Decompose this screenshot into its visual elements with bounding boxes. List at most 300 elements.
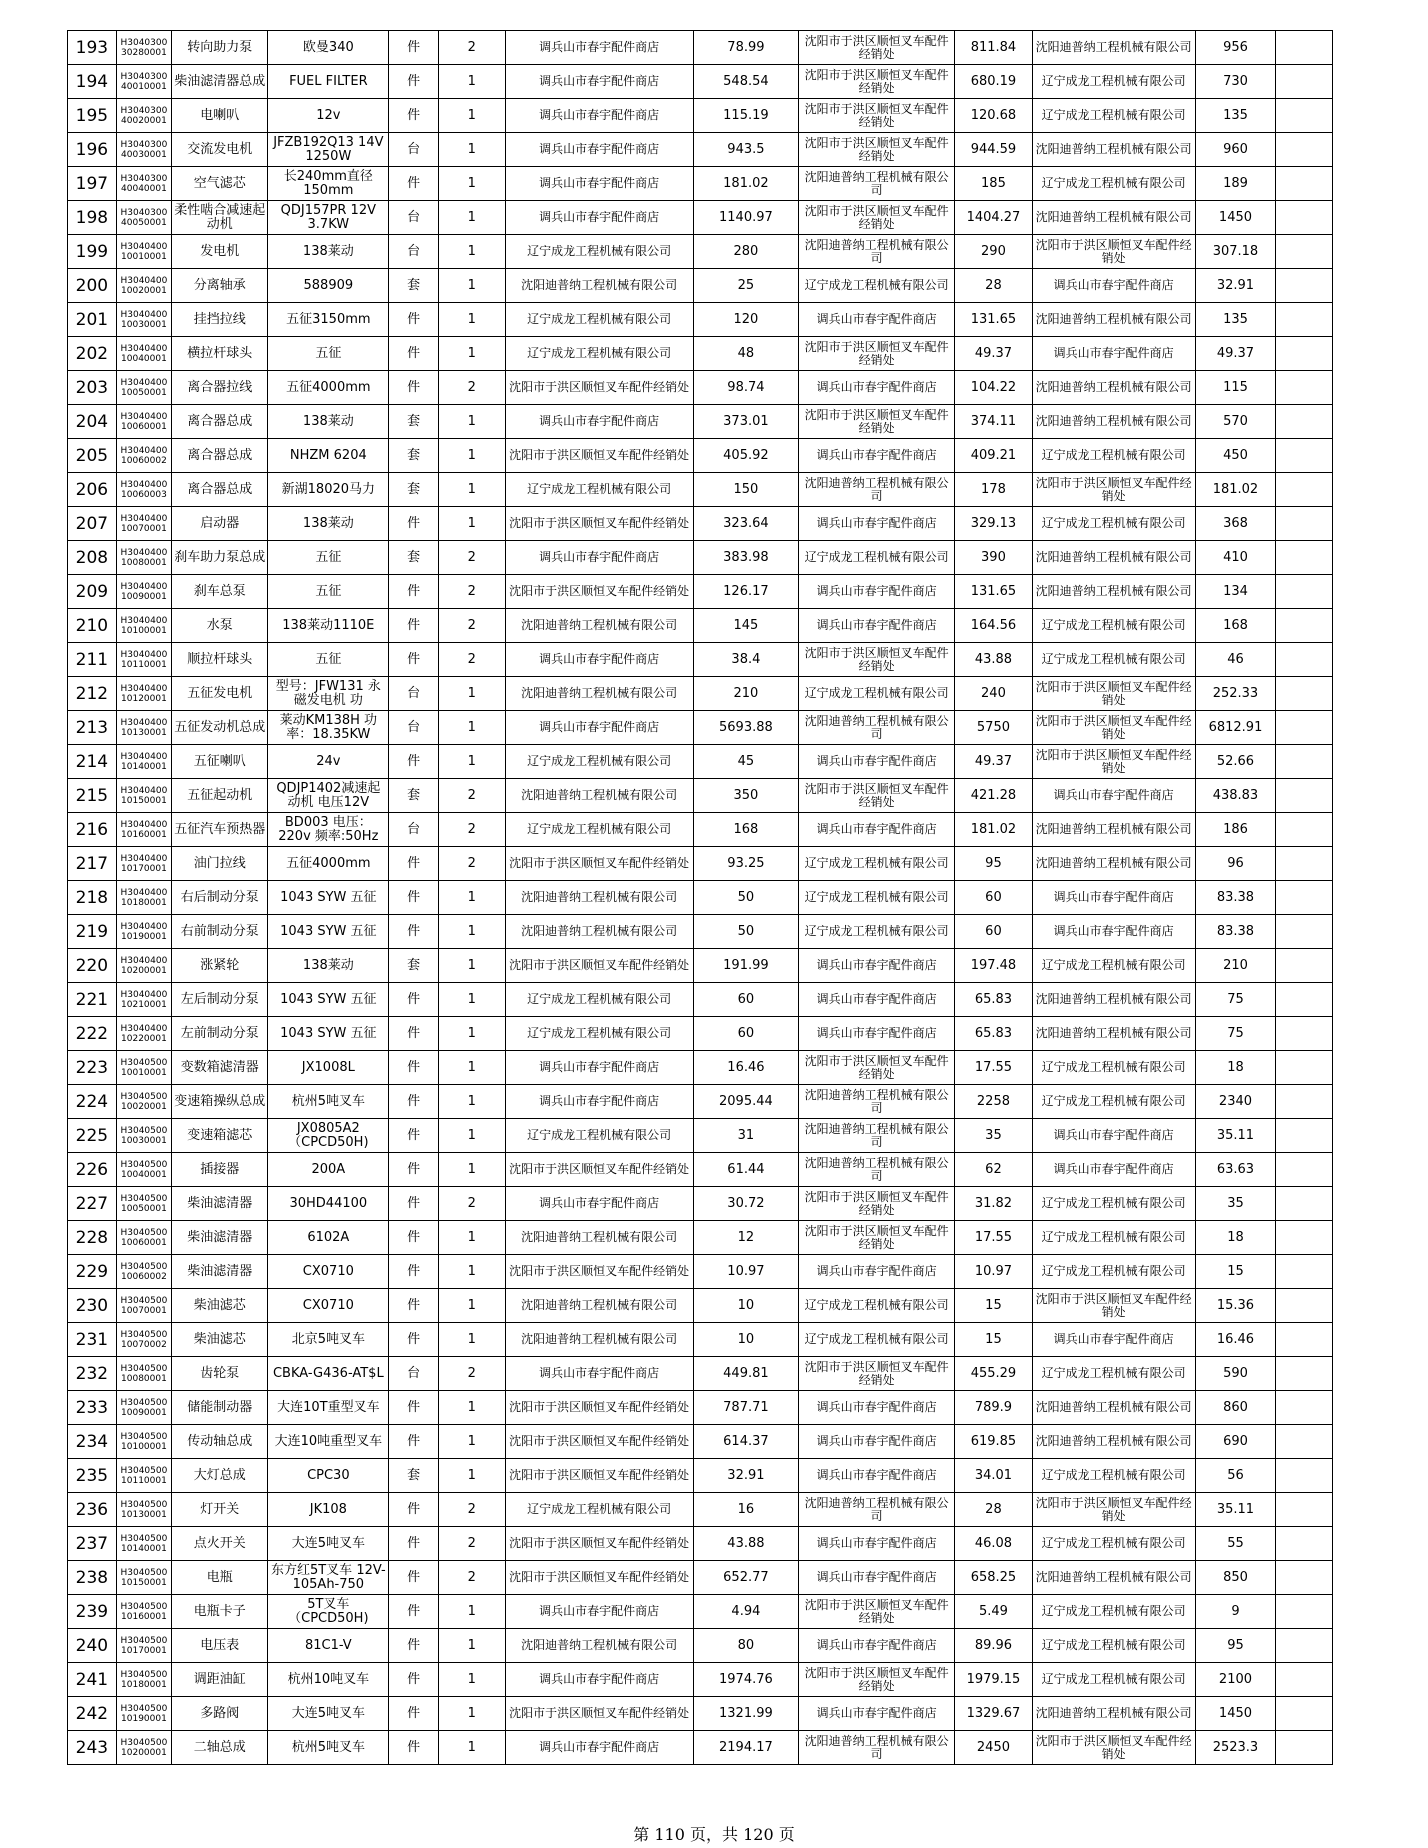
unit-cell: 件 [389, 983, 439, 1017]
supplier-1-price-cell: 93.25 [693, 847, 798, 881]
row-number-cell: 215 [68, 779, 117, 813]
part-name-cell: 五征喇叭 [172, 745, 268, 779]
supplier-3-price-cell: 860 [1195, 1391, 1276, 1425]
material-code-cell: H3040400 10050001 [116, 371, 171, 405]
material-code-cell: H3040300 40020001 [116, 99, 171, 133]
table-row [68, 473, 1333, 507]
material-code-cell: H3040400 10200001 [116, 949, 171, 983]
supplier-1-price-cell: 4.94 [693, 1595, 798, 1629]
unit-cell: 件 [389, 31, 439, 65]
supplier-2-price-cell: 197.48 [955, 949, 1033, 983]
supplier-1-price-cell: 38.4 [693, 643, 798, 677]
row-number-cell: 233 [68, 1391, 117, 1425]
supplier-2-price-cell: 17.55 [955, 1051, 1033, 1085]
supplier-1-name-cell: 辽宁成龙工程机械有限公司 [505, 983, 693, 1017]
supplier-3-name-cell: 调兵山市春宇配件商店 [1032, 1323, 1195, 1357]
quantity-cell: 1 [439, 1697, 505, 1731]
remark-cell [1276, 1561, 1333, 1595]
supplier-2-name-cell: 沈阳市于洪区顺恒叉车配件经销处 [799, 779, 955, 813]
supplier-3-name-cell: 沈阳迪普纳工程机械有限公司 [1032, 575, 1195, 609]
part-name-cell: 离合器总成 [172, 439, 268, 473]
supplier-3-name-cell: 调兵山市春宇配件商店 [1032, 1119, 1195, 1153]
supplier-1-name-cell: 沈阳市于洪区顺恒叉车配件经销处 [505, 1425, 693, 1459]
row-number-cell: 221 [68, 983, 117, 1017]
table-row [68, 1527, 1333, 1561]
supplier-1-name-cell: 沈阳市于洪区顺恒叉车配件经销处 [505, 1561, 693, 1595]
supplier-1-price-cell: 2194.17 [693, 1731, 798, 1765]
supplier-3-name-cell: 沈阳迪普纳工程机械有限公司 [1032, 371, 1195, 405]
part-name-cell: 五征汽车预热器 [172, 813, 268, 847]
supplier-2-price-cell: 43.88 [955, 643, 1033, 677]
table-row [68, 1459, 1333, 1493]
part-name-cell: 分离轴承 [172, 269, 268, 303]
part-spec-cell: 五征 [268, 575, 389, 609]
supplier-1-name-cell: 沈阳迪普纳工程机械有限公司 [505, 1323, 693, 1357]
remark-cell [1276, 1663, 1333, 1697]
quantity-cell: 1 [439, 303, 505, 337]
part-name-cell: 柴油滤芯 [172, 1289, 268, 1323]
supplier-3-price-cell: 960 [1195, 133, 1276, 167]
quantity-cell: 1 [439, 949, 505, 983]
supplier-2-price-cell: 65.83 [955, 983, 1033, 1017]
supplier-3-price-cell: 83.38 [1195, 915, 1276, 949]
unit-cell: 件 [389, 915, 439, 949]
part-name-cell: 大灯总成 [172, 1459, 268, 1493]
supplier-2-price-cell: 62 [955, 1153, 1033, 1187]
table-row [68, 1289, 1333, 1323]
part-spec-cell: FUEL FILTER [268, 65, 389, 99]
table-row [68, 575, 1333, 609]
supplier-2-price-cell: 28 [955, 269, 1033, 303]
unit-cell: 件 [389, 1289, 439, 1323]
supplier-3-price-cell: 9 [1195, 1595, 1276, 1629]
supplier-1-price-cell: 12 [693, 1221, 798, 1255]
remark-cell [1276, 1595, 1333, 1629]
supplier-2-name-cell: 沈阳市于洪区顺恒叉车配件经销处 [799, 1357, 955, 1391]
material-code-cell: H3040500 10070002 [116, 1323, 171, 1357]
supplier-1-name-cell: 沈阳迪普纳工程机械有限公司 [505, 1289, 693, 1323]
material-code-cell: H3040400 10090001 [116, 575, 171, 609]
supplier-3-name-cell: 调兵山市春宇配件商店 [1032, 1153, 1195, 1187]
unit-cell: 件 [389, 847, 439, 881]
part-name-cell: 离合器总成 [172, 473, 268, 507]
quantity-cell: 1 [439, 915, 505, 949]
material-code-cell: H3040400 10190001 [116, 915, 171, 949]
supplier-3-price-cell: 56 [1195, 1459, 1276, 1493]
supplier-3-price-cell: 95 [1195, 1629, 1276, 1663]
supplier-1-price-cell: 60 [693, 983, 798, 1017]
remark-cell [1276, 1051, 1333, 1085]
unit-cell: 件 [389, 575, 439, 609]
unit-cell: 台 [389, 813, 439, 847]
remark-cell [1276, 1697, 1333, 1731]
supplier-3-price-cell: 55 [1195, 1527, 1276, 1561]
quantity-cell: 1 [439, 1051, 505, 1085]
supplier-2-name-cell: 沈阳市于洪区顺恒叉车配件经销处 [799, 643, 955, 677]
part-name-cell: 柴油滤清器 [172, 1255, 268, 1289]
supplier-2-price-cell: 10.97 [955, 1255, 1033, 1289]
row-number-cell: 196 [68, 133, 117, 167]
supplier-3-name-cell: 辽宁成龙工程机械有限公司 [1032, 1187, 1195, 1221]
supplier-2-name-cell: 沈阳迪普纳工程机械有限公司 [799, 235, 955, 269]
supplier-1-price-cell: 98.74 [693, 371, 798, 405]
table-row [68, 167, 1333, 201]
supplier-1-price-cell: 10 [693, 1289, 798, 1323]
row-number-cell: 194 [68, 65, 117, 99]
quantity-cell: 1 [439, 1663, 505, 1697]
supplier-3-name-cell: 辽宁成龙工程机械有限公司 [1032, 1221, 1195, 1255]
row-number-cell: 229 [68, 1255, 117, 1289]
part-spec-cell: 30HD44100 [268, 1187, 389, 1221]
row-number-cell: 243 [68, 1731, 117, 1765]
supplier-2-price-cell: 658.25 [955, 1561, 1033, 1595]
supplier-1-name-cell: 辽宁成龙工程机械有限公司 [505, 473, 693, 507]
remark-cell [1276, 949, 1333, 983]
part-spec-cell: 200A [268, 1153, 389, 1187]
supplier-1-price-cell: 60 [693, 1017, 798, 1051]
supplier-3-price-cell: 96 [1195, 847, 1276, 881]
part-spec-cell: JX1008L [268, 1051, 389, 1085]
row-number-cell: 209 [68, 575, 117, 609]
supplier-1-price-cell: 1321.99 [693, 1697, 798, 1731]
supplier-3-name-cell: 沈阳迪普纳工程机械有限公司 [1032, 983, 1195, 1017]
supplier-2-name-cell: 辽宁成龙工程机械有限公司 [799, 1323, 955, 1357]
unit-cell: 套 [389, 439, 439, 473]
table-row [68, 1731, 1333, 1765]
part-spec-cell: 杭州5吨叉车 [268, 1085, 389, 1119]
table-row [68, 847, 1333, 881]
table-row [68, 99, 1333, 133]
quantity-cell: 1 [439, 1085, 505, 1119]
table-row [68, 371, 1333, 405]
table-row [68, 1153, 1333, 1187]
remark-cell [1276, 337, 1333, 371]
quantity-cell: 1 [439, 1323, 505, 1357]
supplier-1-name-cell: 沈阳迪普纳工程机械有限公司 [505, 881, 693, 915]
remark-cell [1276, 1119, 1333, 1153]
row-number-cell: 213 [68, 711, 117, 745]
supplier-2-name-cell: 调兵山市春宇配件商店 [799, 1561, 955, 1595]
material-code-cell: H3040500 10160001 [116, 1595, 171, 1629]
supplier-3-price-cell: 18 [1195, 1051, 1276, 1085]
unit-cell: 件 [389, 1323, 439, 1357]
remark-cell [1276, 677, 1333, 711]
material-code-cell: H3040500 10060001 [116, 1221, 171, 1255]
supplier-1-name-cell: 调兵山市春宇配件商店 [505, 1085, 693, 1119]
supplier-2-name-cell: 调兵山市春宇配件商店 [799, 303, 955, 337]
table-row [68, 1221, 1333, 1255]
part-name-cell: 柔性啮合减速起动机 [172, 201, 268, 235]
supplier-3-name-cell: 调兵山市春宇配件商店 [1032, 779, 1195, 813]
supplier-3-name-cell: 沈阳市于洪区顺恒叉车配件经销处 [1032, 711, 1195, 745]
supplier-2-name-cell: 沈阳市于洪区顺恒叉车配件经销处 [799, 31, 955, 65]
material-code-cell: H3040500 10060002 [116, 1255, 171, 1289]
supplier-1-name-cell: 沈阳迪普纳工程机械有限公司 [505, 269, 693, 303]
supplier-3-price-cell: 590 [1195, 1357, 1276, 1391]
quantity-cell: 1 [439, 405, 505, 439]
quantity-cell: 1 [439, 167, 505, 201]
material-code-cell: H3040500 10050001 [116, 1187, 171, 1221]
part-spec-cell: CX0710 [268, 1255, 389, 1289]
part-spec-cell: 大连10T重型叉车 [268, 1391, 389, 1425]
supplier-2-price-cell: 46.08 [955, 1527, 1033, 1561]
unit-cell: 件 [389, 371, 439, 405]
row-number-cell: 223 [68, 1051, 117, 1085]
supplier-2-name-cell: 沈阳市于洪区顺恒叉车配件经销处 [799, 405, 955, 439]
quantity-cell: 1 [439, 1629, 505, 1663]
row-number-cell: 240 [68, 1629, 117, 1663]
part-name-cell: 灯开关 [172, 1493, 268, 1527]
remark-cell [1276, 201, 1333, 235]
part-spec-cell: 五征3150mm [268, 303, 389, 337]
supplier-1-name-cell: 沈阳市于洪区顺恒叉车配件经销处 [505, 949, 693, 983]
unit-cell: 套 [389, 269, 439, 303]
material-code-cell: H3040500 10080001 [116, 1357, 171, 1391]
supplier-1-name-cell: 辽宁成龙工程机械有限公司 [505, 1493, 693, 1527]
supplier-1-name-cell: 沈阳迪普纳工程机械有限公司 [505, 1221, 693, 1255]
supplier-1-name-cell: 调兵山市春宇配件商店 [505, 65, 693, 99]
supplier-1-price-cell: 1140.97 [693, 201, 798, 235]
row-number-cell: 218 [68, 881, 117, 915]
supplier-2-price-cell: 944.59 [955, 133, 1033, 167]
table-row [68, 677, 1333, 711]
unit-cell: 件 [389, 1697, 439, 1731]
supplier-3-price-cell: 15 [1195, 1255, 1276, 1289]
supplier-2-name-cell: 辽宁成龙工程机械有限公司 [799, 269, 955, 303]
part-spec-cell: 81C1-V [268, 1629, 389, 1663]
quantity-cell: 1 [439, 1153, 505, 1187]
part-name-cell: 横拉杆球头 [172, 337, 268, 371]
unit-cell: 件 [389, 1493, 439, 1527]
remark-cell [1276, 915, 1333, 949]
unit-cell: 件 [389, 1221, 439, 1255]
supplier-1-name-cell: 调兵山市春宇配件商店 [505, 1051, 693, 1085]
unit-cell: 套 [389, 405, 439, 439]
supplier-1-price-cell: 32.91 [693, 1459, 798, 1493]
material-code-cell: H3040500 10200001 [116, 1731, 171, 1765]
quantity-cell: 2 [439, 541, 505, 575]
supplier-1-price-cell: 181.02 [693, 167, 798, 201]
remark-cell [1276, 507, 1333, 541]
page-footer: 第 110 页，共 120 页 [633, 1825, 795, 1844]
material-code-cell: H3040300 40030001 [116, 133, 171, 167]
material-code-cell: H3040500 10180001 [116, 1663, 171, 1697]
table-row [68, 1663, 1333, 1697]
row-number-cell: 222 [68, 1017, 117, 1051]
supplier-3-name-cell: 辽宁成龙工程机械有限公司 [1032, 609, 1195, 643]
supplier-2-price-cell: 60 [955, 915, 1033, 949]
supplier-2-name-cell: 调兵山市春宇配件商店 [799, 1425, 955, 1459]
supplier-2-name-cell: 辽宁成龙工程机械有限公司 [799, 915, 955, 949]
unit-cell: 台 [389, 711, 439, 745]
remark-cell [1276, 65, 1333, 99]
part-spec-cell: 1043 SYW 五征 [268, 881, 389, 915]
remark-cell [1276, 541, 1333, 575]
table-row [68, 201, 1333, 235]
supplier-3-name-cell: 沈阳迪普纳工程机械有限公司 [1032, 813, 1195, 847]
supplier-2-name-cell: 调兵山市春宇配件商店 [799, 1629, 955, 1663]
part-name-cell: 发电机 [172, 235, 268, 269]
supplier-3-price-cell: 32.91 [1195, 269, 1276, 303]
material-code-cell: H3040400 10060002 [116, 439, 171, 473]
supplier-1-name-cell: 辽宁成龙工程机械有限公司 [505, 745, 693, 779]
supplier-1-price-cell: 30.72 [693, 1187, 798, 1221]
supplier-2-price-cell: 2258 [955, 1085, 1033, 1119]
remark-cell [1276, 847, 1333, 881]
supplier-3-name-cell: 辽宁成龙工程机械有限公司 [1032, 1051, 1195, 1085]
table-row [68, 1323, 1333, 1357]
table-row [68, 1085, 1333, 1119]
unit-cell: 件 [389, 1051, 439, 1085]
supplier-1-price-cell: 1974.76 [693, 1663, 798, 1697]
part-name-cell: 传动轴总成 [172, 1425, 268, 1459]
supplier-1-name-cell: 调兵山市春宇配件商店 [505, 405, 693, 439]
unit-cell: 件 [389, 1527, 439, 1561]
supplier-3-name-cell: 辽宁成龙工程机械有限公司 [1032, 167, 1195, 201]
supplier-2-price-cell: 1329.67 [955, 1697, 1033, 1731]
part-spec-cell: CPC30 [268, 1459, 389, 1493]
part-spec-cell: 东方红5T叉车 12V-105Ah-750 [268, 1561, 389, 1595]
supplier-1-name-cell: 沈阳市于洪区顺恒叉车配件经销处 [505, 1527, 693, 1561]
unit-cell: 台 [389, 677, 439, 711]
row-number-cell: 239 [68, 1595, 117, 1629]
supplier-3-price-cell: 83.38 [1195, 881, 1276, 915]
supplier-2-name-cell: 调兵山市春宇配件商店 [799, 371, 955, 405]
row-number-cell: 219 [68, 915, 117, 949]
supplier-2-price-cell: 421.28 [955, 779, 1033, 813]
part-name-cell: 五征起动机 [172, 779, 268, 813]
quantity-cell: 2 [439, 371, 505, 405]
supplier-1-name-cell: 沈阳迪普纳工程机械有限公司 [505, 677, 693, 711]
supplier-2-price-cell: 15 [955, 1323, 1033, 1357]
supplier-1-price-cell: 10.97 [693, 1255, 798, 1289]
supplier-1-price-cell: 210 [693, 677, 798, 711]
table-row [68, 915, 1333, 949]
quantity-cell: 1 [439, 99, 505, 133]
part-name-cell: 储能制动器 [172, 1391, 268, 1425]
supplier-1-price-cell: 5693.88 [693, 711, 798, 745]
part-spec-cell: QDJP1402减速起动机 电压12V [268, 779, 389, 813]
part-name-cell: 柴油滤芯 [172, 1323, 268, 1357]
supplier-2-name-cell: 沈阳市于洪区顺恒叉车配件经销处 [799, 65, 955, 99]
supplier-1-price-cell: 614.37 [693, 1425, 798, 1459]
part-spec-cell: 138莱动 [268, 949, 389, 983]
supplier-1-name-cell: 沈阳市于洪区顺恒叉车配件经销处 [505, 371, 693, 405]
material-code-cell: H3040500 10100001 [116, 1425, 171, 1459]
supplier-2-name-cell: 调兵山市春宇配件商店 [799, 507, 955, 541]
row-number-cell: 235 [68, 1459, 117, 1493]
part-spec-cell: 型号：JFW131 永磁发电机 功 [268, 677, 389, 711]
supplier-1-name-cell: 调兵山市春宇配件商店 [505, 1187, 693, 1221]
supplier-2-name-cell: 辽宁成龙工程机械有限公司 [799, 881, 955, 915]
quantity-cell: 1 [439, 1731, 505, 1765]
supplier-2-price-cell: 619.85 [955, 1425, 1033, 1459]
quantity-cell: 1 [439, 269, 505, 303]
quantity-cell: 1 [439, 711, 505, 745]
row-number-cell: 206 [68, 473, 117, 507]
supplier-2-price-cell: 49.37 [955, 745, 1033, 779]
remark-cell [1276, 1221, 1333, 1255]
supplier-3-price-cell: 75 [1195, 983, 1276, 1017]
supplier-3-name-cell: 沈阳市于洪区顺恒叉车配件经销处 [1032, 1289, 1195, 1323]
material-code-cell: H3040400 10150001 [116, 779, 171, 813]
supplier-1-price-cell: 48 [693, 337, 798, 371]
supplier-2-price-cell: 455.29 [955, 1357, 1033, 1391]
row-number-cell: 237 [68, 1527, 117, 1561]
supplier-3-price-cell: 115 [1195, 371, 1276, 405]
row-number-cell: 208 [68, 541, 117, 575]
quantity-cell: 1 [439, 1289, 505, 1323]
supplier-2-name-cell: 沈阳迪普纳工程机械有限公司 [799, 1153, 955, 1187]
material-code-cell: H3040500 10040001 [116, 1153, 171, 1187]
supplier-2-name-cell: 调兵山市春宇配件商店 [799, 439, 955, 473]
supplier-1-price-cell: 383.98 [693, 541, 798, 575]
supplier-2-price-cell: 65.83 [955, 1017, 1033, 1051]
row-number-cell: 210 [68, 609, 117, 643]
part-name-cell: 五征发电机 [172, 677, 268, 711]
supplier-2-price-cell: 181.02 [955, 813, 1033, 847]
part-name-cell: 多路阀 [172, 1697, 268, 1731]
supplier-1-price-cell: 80 [693, 1629, 798, 1663]
part-spec-cell: 138莱动 [268, 235, 389, 269]
supplier-2-price-cell: 290 [955, 235, 1033, 269]
part-spec-cell: 新湖18020马力 [268, 473, 389, 507]
supplier-3-name-cell: 沈阳迪普纳工程机械有限公司 [1032, 1017, 1195, 1051]
part-name-cell: 五征发动机总成 [172, 711, 268, 745]
table-row [68, 1391, 1333, 1425]
remark-cell [1276, 133, 1333, 167]
supplier-3-name-cell: 辽宁成龙工程机械有限公司 [1032, 1629, 1195, 1663]
supplier-2-name-cell: 沈阳市于洪区顺恒叉车配件经销处 [799, 1187, 955, 1221]
supplier-3-price-cell: 189 [1195, 167, 1276, 201]
quantity-cell: 2 [439, 1357, 505, 1391]
supplier-2-name-cell: 调兵山市春宇配件商店 [799, 745, 955, 779]
supplier-1-price-cell: 31 [693, 1119, 798, 1153]
quantity-cell: 1 [439, 983, 505, 1017]
supplier-1-name-cell: 调兵山市春宇配件商店 [505, 643, 693, 677]
unit-cell: 件 [389, 1595, 439, 1629]
part-spec-cell: 大连10吨重型叉车 [268, 1425, 389, 1459]
quantity-cell: 1 [439, 1459, 505, 1493]
supplier-1-price-cell: 191.99 [693, 949, 798, 983]
supplier-3-name-cell: 辽宁成龙工程机械有限公司 [1032, 1595, 1195, 1629]
supplier-2-price-cell: 34.01 [955, 1459, 1033, 1493]
supplier-1-name-cell: 辽宁成龙工程机械有限公司 [505, 1119, 693, 1153]
supplier-1-name-cell: 调兵山市春宇配件商店 [505, 1595, 693, 1629]
unit-cell: 件 [389, 745, 439, 779]
remark-cell [1276, 269, 1333, 303]
material-code-cell: H3040400 10220001 [116, 1017, 171, 1051]
remark-cell [1276, 1425, 1333, 1459]
table-row [68, 235, 1333, 269]
supplier-3-name-cell: 辽宁成龙工程机械有限公司 [1032, 1459, 1195, 1493]
supplier-3-name-cell: 辽宁成龙工程机械有限公司 [1032, 1527, 1195, 1561]
remark-cell [1276, 439, 1333, 473]
part-spec-cell: BD003 电压：220v 频率:50Hz [268, 813, 389, 847]
part-spec-cell: 五征 [268, 337, 389, 371]
table-row [68, 813, 1333, 847]
quantity-cell: 2 [439, 609, 505, 643]
supplier-1-name-cell: 沈阳市于洪区顺恒叉车配件经销处 [505, 507, 693, 541]
remark-cell [1276, 983, 1333, 1017]
row-number-cell: 226 [68, 1153, 117, 1187]
part-spec-cell: 588909 [268, 269, 389, 303]
part-spec-cell: 138莱动1110E [268, 609, 389, 643]
supplier-3-price-cell: 450 [1195, 439, 1276, 473]
supplier-3-name-cell: 沈阳市于洪区顺恒叉车配件经销处 [1032, 677, 1195, 711]
quantity-cell: 2 [439, 1493, 505, 1527]
supplier-2-price-cell: 390 [955, 541, 1033, 575]
